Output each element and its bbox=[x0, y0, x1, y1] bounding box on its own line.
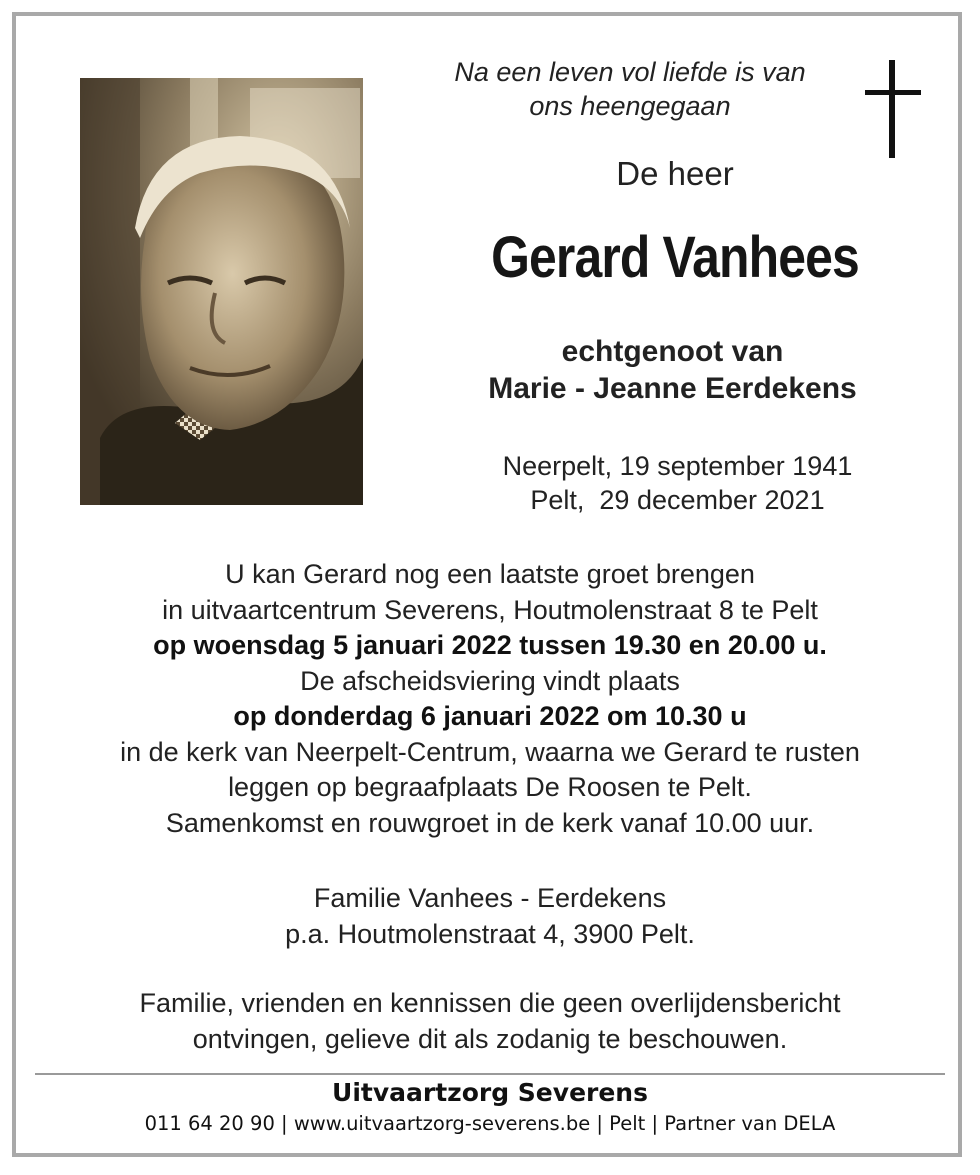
notice-line: Familie, vrienden en kennissen die geen overlijdensbericht bbox=[139, 988, 841, 1018]
notice-text bbox=[40, 985, 940, 1057]
family-address bbox=[40, 880, 940, 952]
intro-line: ons heengegaan bbox=[529, 91, 731, 121]
footer-divider bbox=[35, 1073, 945, 1075]
family-name: Familie Vanhees - Eerdekens bbox=[313, 883, 667, 913]
intro-text bbox=[400, 55, 860, 123]
funeral-home-contact: 011 64 20 90 | www.uitvaartzorg-severens.be | Pelt | Partner van DELA bbox=[144, 1112, 836, 1135]
spouse-name: Marie - Jeanne Eerdekens bbox=[488, 372, 857, 405]
ceremony-line: U kan Gerard nog een laatste groet brengen bbox=[225, 559, 755, 589]
ceremony-line: in uitvaartcentrum Severens, Houtmolenstraat 8 te Pelt bbox=[162, 594, 818, 625]
ceremony-line: De afscheidsviering vindt plaats bbox=[300, 665, 680, 696]
ceremony-line: Samenkomst en rouwgroet in de kerk vanaf 10.00 uur. bbox=[165, 807, 815, 838]
death-date: Pelt, 29 december 2021 bbox=[530, 485, 825, 515]
spouse-info bbox=[400, 333, 945, 407]
ceremony-line: in de kerk van Neerpelt-Centrum, waarna we Gerard te rusten bbox=[120, 736, 860, 767]
ceremony-details bbox=[40, 557, 940, 841]
cross-icon bbox=[862, 60, 924, 160]
funeral-time: op donderdag 6 januari 2022 om 10.30 u bbox=[233, 701, 747, 731]
funeral-home-name: Uitvaartzorg Severens bbox=[332, 1078, 648, 1107]
notice-line: ontvingen, gelieve dit als zodanig te beschouwen. bbox=[192, 1024, 788, 1054]
deceased-name: Gerard Vanhees bbox=[491, 225, 859, 290]
portrait-photo bbox=[80, 78, 363, 505]
life-dates bbox=[420, 449, 935, 517]
ceremony-line: leggen op begraafplaats De Roosen te Pelt. bbox=[228, 772, 752, 802]
birth-date: Neerpelt, 19 september 1941 bbox=[502, 451, 853, 481]
portrait-photo-icon bbox=[80, 78, 363, 505]
visitation-time: op woensdag 5 januari 2022 tussen 19.30 en 20.00 u. bbox=[153, 630, 827, 660]
spouse-relation: echtgenoot van bbox=[561, 335, 784, 368]
honorific: De heer bbox=[616, 155, 734, 192]
intro-line: Na een leven vol liefde is van bbox=[454, 57, 806, 87]
family-street: p.a. Houtmolenstraat 4, 3900 Pelt. bbox=[285, 919, 695, 949]
